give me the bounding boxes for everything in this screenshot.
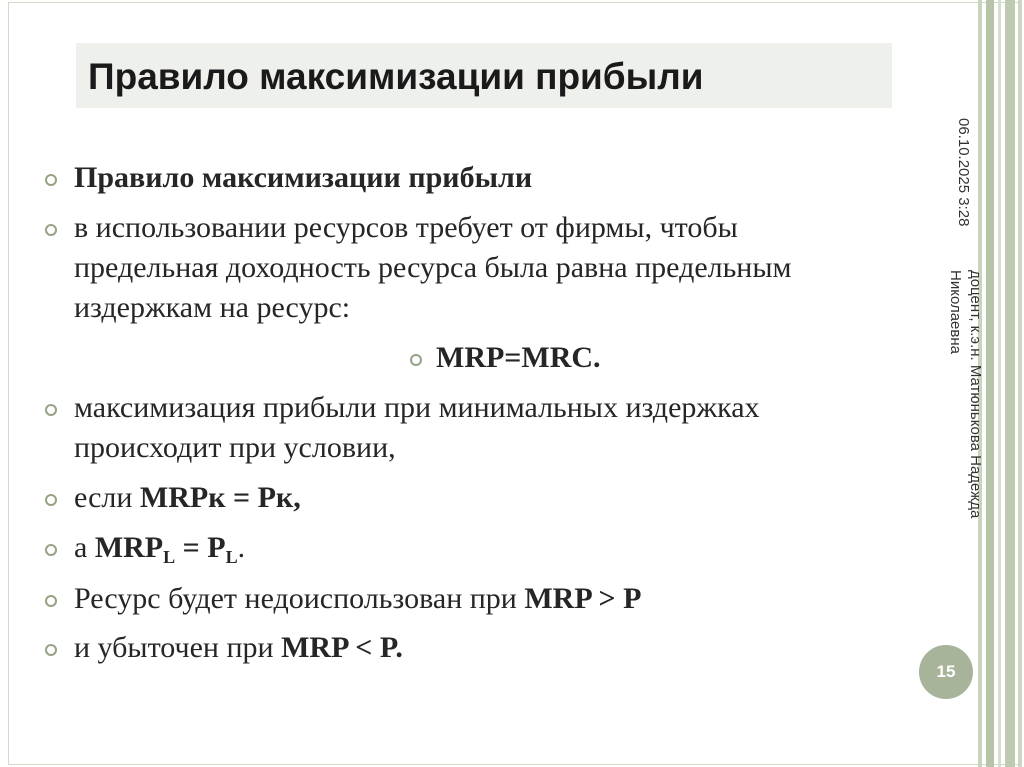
slide-author: доцент, к.э.н. Матюнькова Надежда Николаевна — [947, 270, 984, 519]
condition-period: . — [237, 531, 246, 564]
bullet-icon — [45, 644, 57, 656]
slide-title: Правило максимизации прибыли — [88, 56, 704, 97]
condition-prefix: если — [74, 481, 140, 514]
bullet-icon — [45, 224, 57, 236]
list-item-condition-k — [74, 478, 301, 518]
formula — [436, 338, 601, 378]
underuse-formula: MRP > P — [524, 582, 642, 615]
list-item-text: происходит при условии, — [74, 431, 396, 464]
condition-mrp: MRP — [94, 531, 164, 564]
bullet-icon — [45, 544, 57, 556]
list-item-underuse — [74, 579, 641, 619]
list-item-loss — [74, 628, 403, 668]
list-item-text: в использовании ресурсов требует от фирмы, чтобы — [74, 211, 738, 244]
heading-text: Правило максимизации прибыли — [74, 161, 533, 194]
page-number-badge: 15 — [919, 645, 973, 699]
subscript-l: L — [163, 547, 176, 567]
list-item-text: издержкам на ресурс: — [74, 291, 351, 324]
subscript-l: L — [225, 547, 238, 567]
condition-prefix: а — [74, 531, 95, 564]
list-item-condition-l — [74, 528, 245, 568]
bullet-icon — [45, 494, 57, 506]
formula-text: MRP=MRC. — [436, 341, 601, 374]
condition-equals-p: = P — [175, 531, 226, 564]
list-item-heading — [74, 158, 532, 198]
bullet-icon — [410, 354, 422, 366]
bullet-icon — [45, 595, 57, 607]
loss-formula: MRP < P. — [281, 631, 403, 664]
bullet-icon — [45, 174, 57, 186]
loss-text: и убыточен при — [74, 631, 282, 664]
bullet-icon — [45, 404, 57, 416]
condition-formula: MRPк = Pк, — [139, 481, 301, 514]
slide-date: 06.10.2025 3:28 — [955, 118, 972, 227]
list-item-text: предельная доходность ресурса была равна предельным — [74, 251, 792, 284]
list-item-text: максимизация прибыли при минимальных издержках — [74, 391, 760, 424]
underuse-text: Ресурс будет недоиспользован при — [74, 582, 525, 615]
